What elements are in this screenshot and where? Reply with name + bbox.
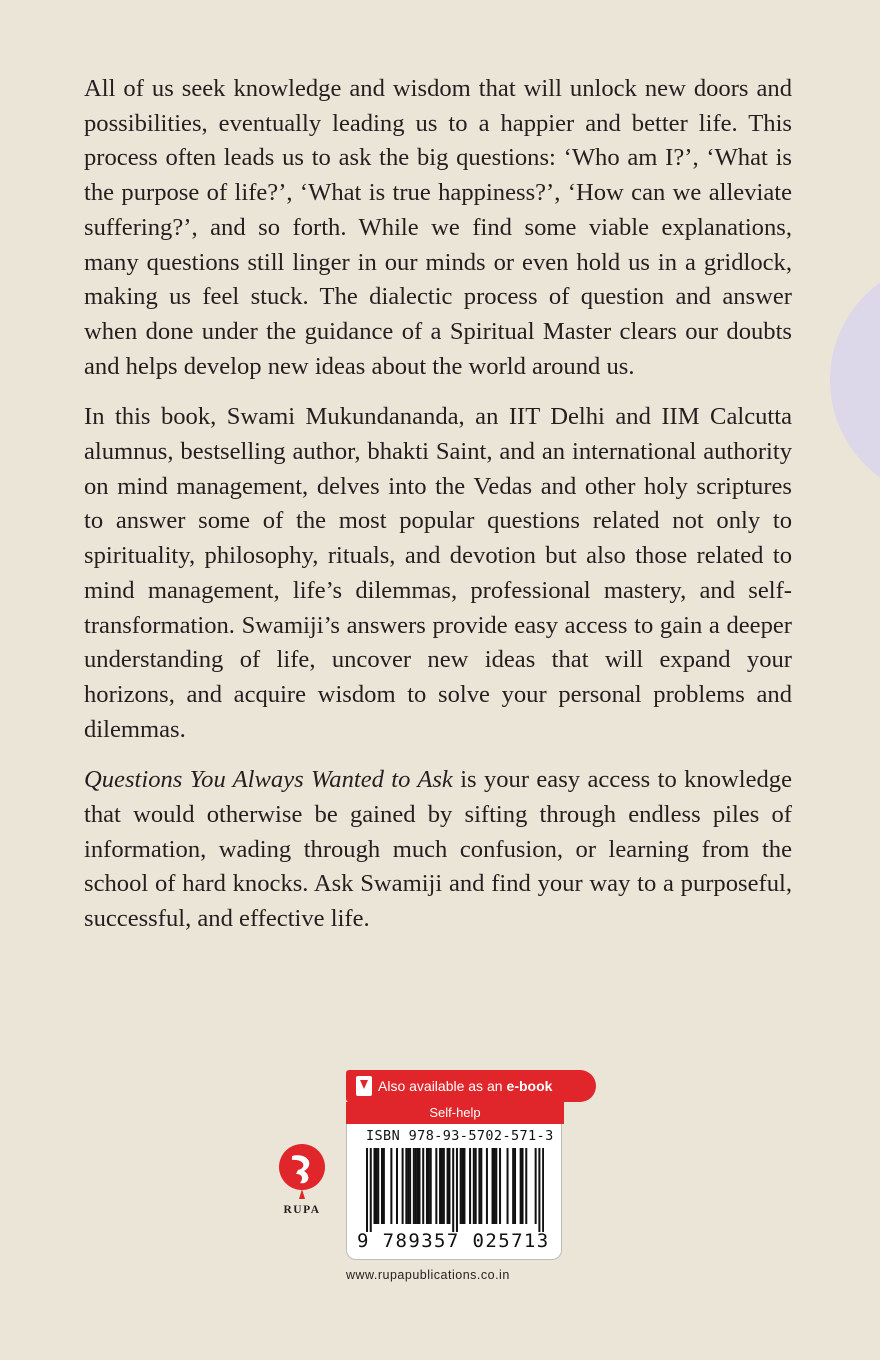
barcode-bar [443,1148,445,1224]
category-label: Self-help [346,1102,564,1124]
download-icon [356,1076,372,1096]
barcode-bar [535,1148,537,1224]
barcode-bar [473,1148,475,1224]
blurb-paragraph-1: All of us seek knowledge and wisdom that will unlock new doors and possibilities, eventually leading us to a happier and better life. This process often leads us to ask the big questions: ‘Who am I?’, ‘What is the purpose of life?’, ‘What is true happiness?’, ‘How can we alleviate suffering?’, and so forth. While we find some viable explanations, many questions still linger in our minds or even hold us in a gridlock, making us feel stuck. The dialectic process of question and answer when done under the guidance of a Spiritual Master clears our doubts and helps develop new ideas about the world around us. [84,75,792,380]
barcode-bar [486,1148,488,1224]
ebook-highlight: e-book [506,1078,553,1094]
barcode-bar [370,1148,372,1232]
barcode-bar [430,1148,432,1224]
barcode-bar [507,1148,509,1224]
barcode-bar [448,1148,450,1224]
barcode-bar [469,1148,471,1224]
barcode-bar [492,1148,494,1224]
barcode-bar [415,1148,417,1224]
back-cover-blurb [84,72,792,937]
blurb-paragraph-2: In this book, Swami Mukundananda, an IIT Delhi and IIM Calcutta alumnus, bestselling author, bhakti Saint, and an international authority on mind management, delves into the Vedas and other holy scriptures to answer some of the most popular questions related not only to spirituality, philosophy, rituals, and devotion but also those related to mind management, life’s dilemmas, professional mastery, and self-transformation. Swamiji’s answers provide easy access to gain a deeper understanding of life, uncover new ideas that will expand your horizons, and acquire wisdom to solve your personal problems and dilemmas. [84,403,792,743]
rupa-logo-icon [278,1143,326,1201]
publisher-website: www.rupapublications.co.in [346,1268,510,1282]
barcode-bar [456,1148,458,1232]
barcode-bar [428,1148,430,1224]
barcode-bar [522,1148,524,1224]
barcode-bar [418,1148,420,1224]
barcode-bar [538,1148,540,1232]
barcode-bar [463,1148,465,1224]
barcode-bar [409,1148,411,1224]
barcode-bar [413,1148,415,1224]
barcode-bar [390,1148,392,1224]
barcode-bar [460,1148,462,1224]
barcode-bar [366,1148,368,1232]
barcode-bar [499,1148,501,1224]
barcode-bar [462,1148,464,1224]
barcode-bar [417,1148,419,1224]
decorative-arc [830,260,880,500]
barcode-bar [396,1148,398,1224]
barcode-bar [512,1148,514,1224]
barcode-bar [514,1148,516,1224]
barcode-bar [478,1148,480,1224]
barcode-bar [520,1148,522,1224]
book-title-italic: Questions You Always Wanted to Ask [84,766,453,794]
barcode-image [366,1148,544,1232]
barcode-bar [475,1148,477,1224]
barcode-bar [422,1148,424,1224]
barcode-bar [439,1148,441,1224]
barcode-bar [542,1148,544,1232]
barcode-bar [407,1148,409,1224]
barcode-bar [525,1148,527,1224]
barcode-bar [402,1148,404,1224]
barcode-bar [452,1148,454,1232]
barcode-bar [480,1148,482,1224]
barcode-bar [405,1148,407,1224]
ebook-availability-banner [346,1070,596,1102]
barcode-bar [441,1148,443,1224]
blurb-paragraph-3-text: is your easy access to knowledge that would otherwise be gained by sifting through endless piles of information, wading through much confusion, or learning from the school of hard knocks. Ask Swamiji and find your way to a purposeful, successful, and effective life. [84,766,793,933]
barcode-bar [435,1148,437,1224]
publisher-name: RUPA [283,1204,321,1216]
barcode-digits: 9 789357 025713 [357,1230,550,1252]
barcode-bar [495,1148,497,1224]
blurb-paragraph-3 [84,763,792,937]
barcode-bar [447,1148,449,1224]
barcode-bar [493,1148,495,1224]
barcode-bar [381,1148,383,1224]
ebook-prefix: Also available as an [378,1078,503,1094]
barcode-bar [426,1148,428,1224]
barcode-bar [377,1148,379,1224]
barcode-bar [375,1148,377,1224]
barcode-bar [373,1148,375,1224]
isbn-label: ISBN 978-93-5702-571-3 [366,1128,554,1144]
barcode-bar [383,1148,385,1224]
